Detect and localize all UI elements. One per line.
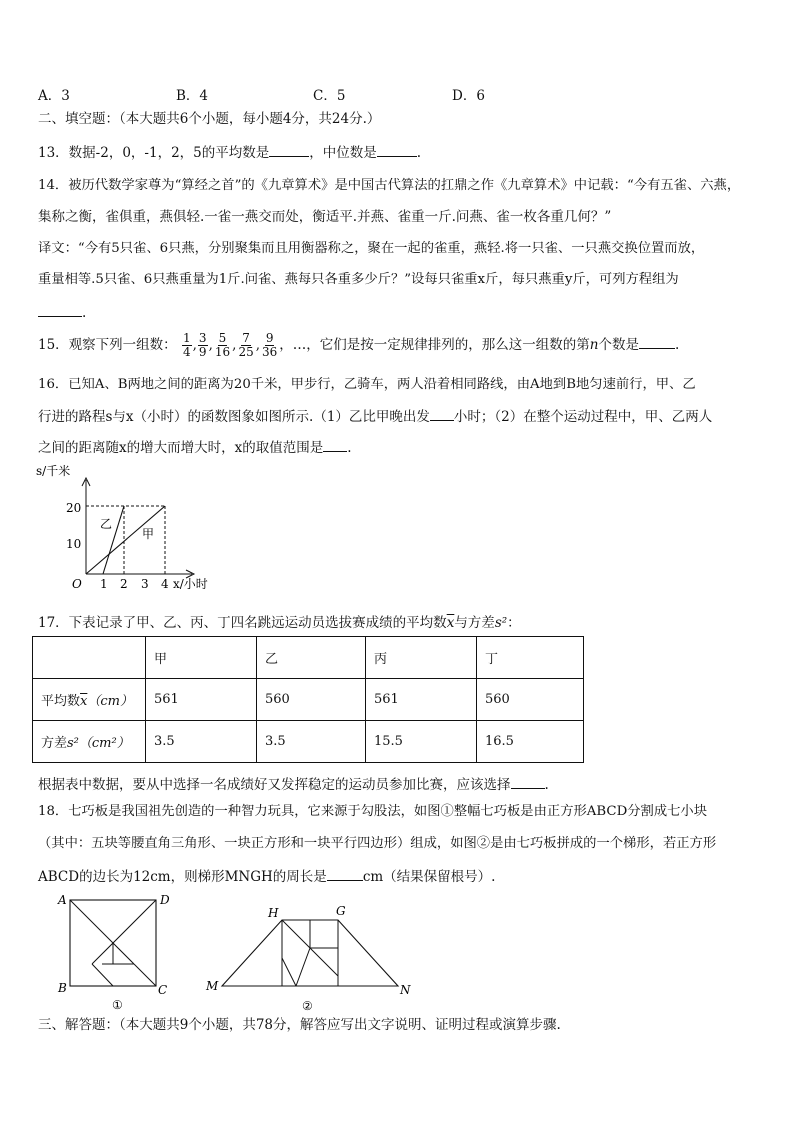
q18-blank[interactable]: [327, 866, 363, 881]
vertex-d: D: [160, 893, 170, 907]
q18-line3: [38, 866, 495, 886]
q16-line2-text: 行进的路程s与x（小时）的函数图象如图所示.（1）乙比甲晚出发: [38, 409, 430, 425]
section3-header: 三、解答题：（本大题共9个小题，共78分，解答应写出文字说明、证明过程或演算步骤.: [38, 1017, 561, 1033]
vertex-m: M: [206, 979, 219, 993]
q15-suffix: ，它们是按一定规律排列的，那么这一组数的第: [306, 337, 590, 353]
table-header-ding: 丁: [477, 637, 584, 679]
q13-mid: ，中位数是: [309, 145, 377, 161]
tangram-line: [282, 958, 296, 986]
q16-line2: [38, 406, 712, 426]
table-cell: 3.5: [257, 721, 366, 763]
graph-tick-x1: 1: [100, 577, 108, 591]
table-header-row: [33, 637, 584, 679]
q16-line2b-text: 小时；（2）在整个运动过程中，甲、乙两人: [453, 409, 713, 425]
tangram-line: [92, 964, 113, 986]
q16-blank-2[interactable]: [323, 437, 347, 452]
q17-table: [32, 636, 584, 763]
q18-line3-end: cm（结果保留根号）.: [362, 869, 496, 885]
q17-s2: s²: [494, 615, 508, 631]
table-cell: 560: [477, 679, 584, 721]
question-15: 15．观察下列一组数： $\frac{1}{4}$ , $\frac{3}{9}$ , $\frac{5}{16}$ , $\frac{7}{25}$ , $\frac{9}{36}$ ，…，它们是按一定规律排列的，那么这一组数的第n个数是 .: [38, 331, 680, 359]
graph-origin: O: [72, 577, 82, 591]
option-b: B．4: [176, 88, 209, 104]
q18-line3-text: ABCD的边长为12cm，则梯形MNGH的周长是: [38, 869, 327, 885]
q17-text-end: ：: [507, 615, 521, 631]
table-cell: 561: [366, 679, 477, 721]
table-row-label-variance: 方差s²（cm²）: [33, 721, 146, 763]
graph-label-yi: 乙: [100, 517, 113, 531]
q13-end: .: [416, 145, 422, 161]
q17-xbar: $\overline{x}$: [446, 615, 455, 631]
tangram-line: [113, 943, 134, 964]
table-header-bing: 丙: [366, 637, 477, 679]
figure-1-caption: ①: [112, 998, 123, 1012]
graph-tick-20: 20: [66, 501, 82, 515]
q16-blank-1[interactable]: [430, 406, 454, 421]
q17-after-end: .: [544, 777, 549, 793]
q15-fraction-4: $\frac{7}{25}$: [238, 331, 254, 359]
graph-tick-10: 10: [66, 537, 82, 551]
q16-line3: [38, 437, 352, 457]
q16-line1: 16．已知A、B两地之间的距离为20千米，甲步行，乙骑车，两人沿着相同路线，由A地到B地匀速前行，甲、乙: [38, 377, 696, 392]
tangram-line: [310, 948, 338, 976]
table-header-yi: 乙: [257, 637, 366, 679]
vertex-b: B: [58, 981, 67, 995]
q15-blank[interactable]: [639, 334, 675, 349]
tangram-square-figure: [52, 892, 182, 1014]
q14-line4: 重量相等.5只雀、6只燕重量为1斤.问雀、燕每只各重多少斤？”设每只雀重x斤，每只燕重y斤，可列方程组为: [38, 272, 679, 287]
q17-after-text: 根据表中数据，要从中选择一名成绩好又发挥稳定的运动员参加比赛，应该选择: [38, 777, 511, 793]
vertex-c: C: [158, 983, 168, 997]
graph-xlabel: x/小时: [173, 577, 208, 591]
q18-line2: （其中：五块等腰直角三角形、一块正方形和一块平行四边形）组成，如图②是由七巧板拼成的一个梯形，若正方形: [38, 836, 717, 851]
q15-fraction-1: $\frac{1}{4}$: [182, 331, 191, 359]
table-cell: 16.5: [477, 721, 584, 763]
q16-line3-end: .: [347, 440, 352, 456]
q17-intro: [38, 614, 521, 632]
q15-fraction-3: $\frac{5}{16}$: [214, 331, 231, 359]
figure-2-caption: ②: [302, 999, 313, 1013]
table-row: [33, 679, 584, 721]
table-cell: 560: [257, 679, 366, 721]
tangram-line: [70, 900, 113, 943]
q14-end: .: [82, 305, 87, 321]
table-header-blank: [33, 637, 146, 679]
table-cell: 15.5: [366, 721, 477, 763]
option-c: C．5: [313, 88, 346, 104]
q15-n: n: [589, 337, 599, 353]
trapezoid-figure: [200, 900, 420, 1016]
q15-fraction-5: $\frac{9}{36}$: [262, 331, 278, 359]
q13-text: 13．数据-2，0，-1，2，5的平均数是: [38, 145, 270, 161]
q17-text: 17．下表记录了甲、乙、丙、丁四名跳远运动员选拔赛成绩的平均数: [38, 615, 447, 631]
q17-blank[interactable]: [511, 774, 545, 789]
table-row-label-mean: 平均数$\overline{x}(cm)$: [33, 679, 146, 721]
graph-tick-x3: 3: [141, 577, 149, 591]
option-a: A．3: [38, 88, 70, 104]
question-13: [38, 142, 421, 162]
table-row: [33, 721, 584, 763]
graph-tick-x4: 4: [161, 577, 169, 591]
q13-blank-mean[interactable]: [269, 142, 309, 157]
q14-line2: 集称之衡，雀俱重，燕俱轻.一雀一燕交而处，衡适平.并燕、雀重一斤.问燕、雀一枚各重几何？”: [38, 209, 612, 225]
q18-line1: 18．七巧板是我国祖先创造的一种智力玩具，它来源于勾股法，如图①整幅七巧板是由正方形ABCD分割成七小块: [38, 804, 708, 819]
section2-header: 二、填空题：（本大题共6个小题，每小题4分，共24分.）: [38, 111, 381, 127]
graph-label-jia: 甲: [142, 527, 155, 541]
table-cell: 3.5: [146, 721, 257, 763]
q16-graph: [30, 462, 230, 602]
vertex-a: A: [58, 893, 67, 907]
q15-end: .: [675, 337, 680, 353]
tangram-line: [134, 964, 156, 986]
q14-line5: [38, 302, 86, 322]
q14-blank-equations[interactable]: [38, 302, 82, 317]
q15-ellipsis: ，…: [279, 337, 307, 353]
table-cell: 561: [146, 679, 257, 721]
graph-ylabel: s/千米: [36, 464, 71, 478]
vertex-n: N: [400, 983, 411, 997]
q15-suffix2: 个数是: [598, 337, 639, 353]
table-header-jia: 甲: [146, 637, 257, 679]
option-d: D．6: [452, 88, 485, 104]
graph-tick-x2: 2: [120, 577, 128, 591]
tangram-line: [296, 948, 310, 986]
q14-line3: 译文：“今有5只雀、6只燕，分别聚集而且用衡器称之，聚在一起的雀重，燕轻.将一只雀、一只燕交换位置而放，: [38, 241, 705, 256]
q15-fraction-2: $\frac{3}{9}$: [198, 331, 207, 359]
tangram-line: [282, 920, 310, 948]
q13-blank-median[interactable]: [377, 142, 417, 157]
q14-line1: 14．被历代数学家尊为“算经之首”的《九章算术》是中国古代算法的扛鼎之作《九章算术》中记载：“今有五雀、六燕，: [38, 178, 741, 193]
q15-prefix: 15．观察下列一组数：: [38, 337, 177, 353]
vertex-h: H: [268, 906, 279, 920]
q16-line3-text: 之间的距离随x的增大而增大时，x的取值范围是: [38, 440, 324, 456]
vertex-g: G: [336, 904, 346, 918]
q17-after: [38, 774, 549, 794]
q17-text-b: 与方差: [454, 615, 495, 631]
